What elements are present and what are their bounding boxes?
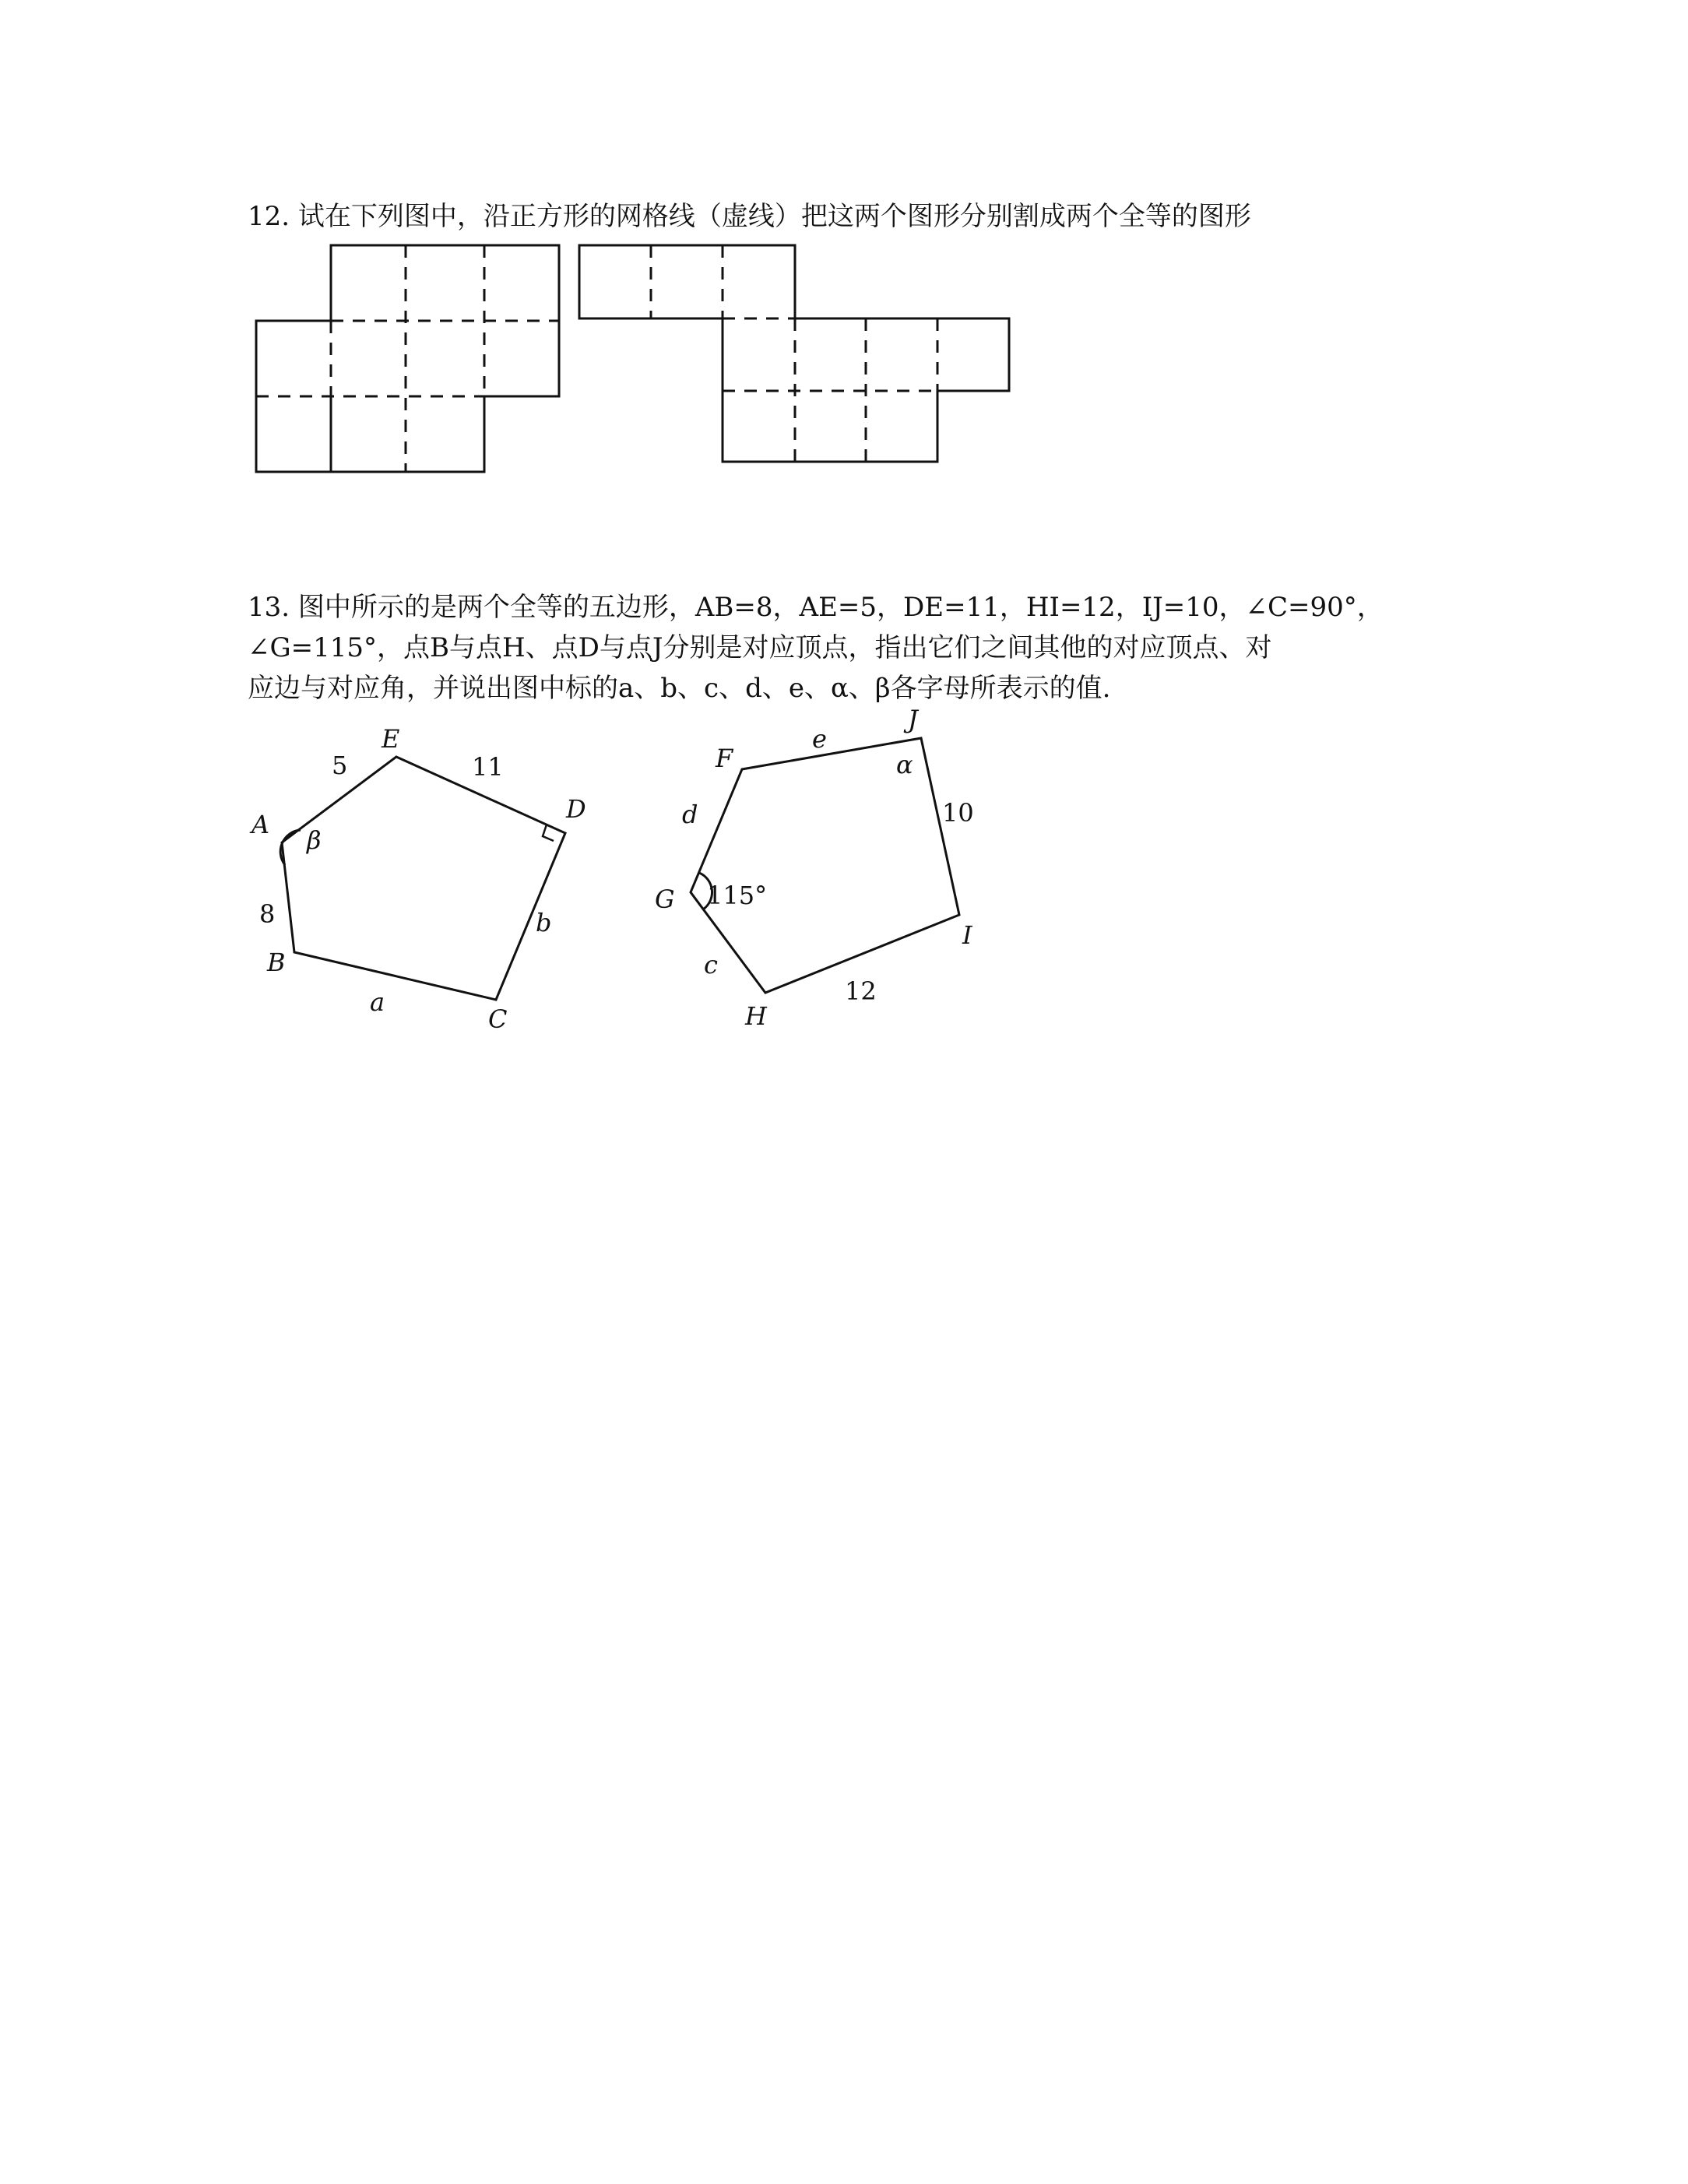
- angle-g-label: 115°: [707, 881, 768, 910]
- question-13-line-2: ∠G=115°，点B与点H、点D与点J分别是对应顶点，指出它们之间其他的对应顶点、对: [248, 632, 1272, 663]
- vertex-f-label: F: [716, 744, 733, 773]
- question-13-line-1: 13. 图中所示的是两个全等的五边形，AB=8，AE=5，DE=11，HI=12，IJ=10，∠C=90°，: [248, 592, 1384, 623]
- pentagon-fghij-outline: [691, 738, 959, 993]
- grid-figure-left: [256, 245, 559, 472]
- pentagon-fghij: [691, 738, 959, 993]
- side-ab-label: 8: [259, 899, 276, 929]
- question-12-text: 12. 试在下列图中，沿正方形的网格线（虚线）把这两个图形分别割成两个全等的图形: [248, 201, 1251, 232]
- pentagon-abcde-outline: [282, 757, 565, 1000]
- pentagon-abcde: [280, 757, 565, 1000]
- vertex-d-label: D: [566, 794, 586, 824]
- side-de-label: 11: [472, 752, 504, 782]
- vertex-j-label: J: [908, 705, 918, 734]
- side-gh-label: c: [704, 950, 718, 979]
- vertex-e-label: E: [382, 724, 400, 754]
- vertex-c-label: C: [488, 1004, 508, 1034]
- side-fg-label: d: [682, 800, 698, 829]
- grid-left-outline: [256, 245, 559, 472]
- side-ea-label: 5: [332, 751, 348, 780]
- vertex-i-label: I: [962, 920, 972, 950]
- pentagon-abcde-labels: [249, 724, 586, 1034]
- side-ij-label: 10: [942, 798, 974, 828]
- angle-alpha-label: α: [896, 750, 913, 779]
- question-13-line-3: 应边与对应角，并说出图中标的a、b、c、d、e、α、β各字母所表示的值.: [248, 673, 1111, 704]
- vertex-a-label: A: [251, 810, 270, 839]
- vertex-h-label: H: [745, 1001, 767, 1031]
- grid-figure-right: [579, 245, 1009, 462]
- pentagon-fghij-labels: [655, 705, 974, 1031]
- side-bc-label: a: [370, 987, 385, 1017]
- vertex-b-label: B: [267, 948, 286, 977]
- side-jf-label: e: [812, 724, 827, 754]
- side-cd-label: b: [536, 908, 552, 937]
- side-hi-label: 12: [845, 976, 877, 1006]
- angle-beta-label: β: [307, 825, 322, 855]
- vertex-g-label: G: [655, 885, 675, 914]
- grid-left-dashed-lines: [256, 245, 559, 472]
